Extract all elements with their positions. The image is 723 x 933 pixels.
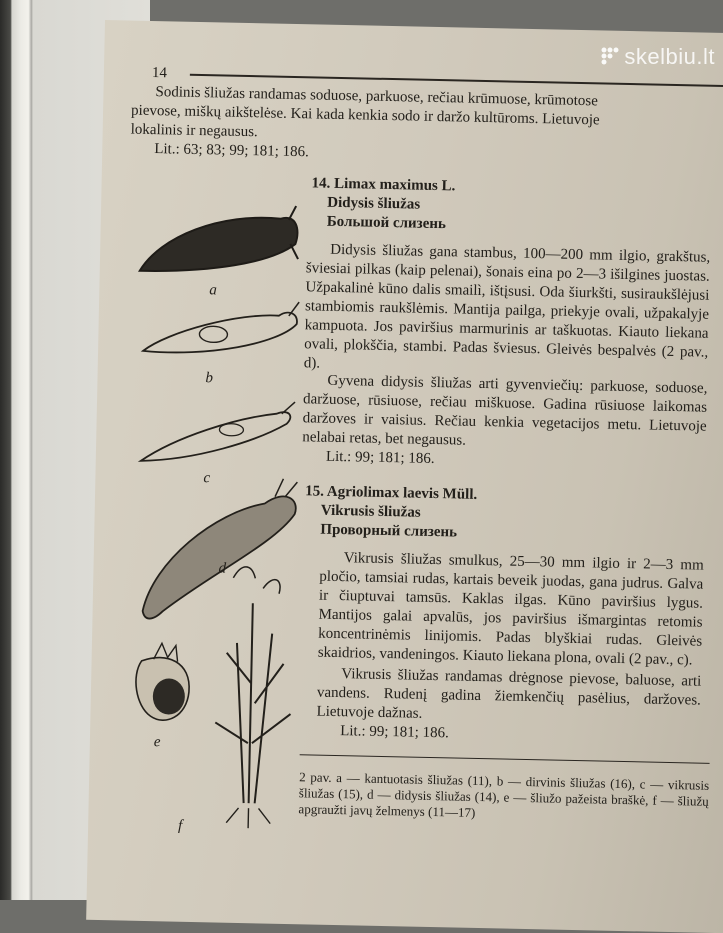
figure-label-c: c <box>203 470 211 487</box>
wheat-f-illustration <box>178 566 294 836</box>
species-14-habitat: Gyvena didysis šliužas arti gyvenviečių: parkuose, soduose, daržuose, rūsiuose, rečiau miškuose. Gadina rūsiuose laikomas daržoves ir vaisius. Rečiau kenkia vegetacijos metu. Lietuvoje nelabai retas, bet negausus. <box>302 372 708 449</box>
slug-b-illustration <box>142 299 299 388</box>
caption-rule <box>300 754 710 764</box>
slug-d-illustration <box>142 476 297 622</box>
species-15-heading: 15. Agriolimax laevis Müll. <box>305 483 478 503</box>
species-15-lt-name: Vikrusis šliužas <box>320 502 421 521</box>
strawberry-e-illustration <box>135 643 191 751</box>
intro-literature: Lit.: 63; 83; 99; 181; 186. <box>154 141 310 161</box>
figure-label-f: f <box>177 817 183 834</box>
slug-a-illustration <box>139 203 299 300</box>
species-14-heading: 14. Limax maximus L. <box>311 175 456 195</box>
figure-label-a: a <box>209 282 218 299</box>
figure-caption: 2 pav. a — kantuotasis šliužas (11), b — dirvinis šliužas (16), c — vikrusis šliužas (15), d — didysis šliužas (14), e — šliužo pažeista braškė, f — šliužų apgraužti javų želmenys (11—17) <box>298 769 710 820</box>
species-15-ru-name: Проворный слизень <box>320 521 458 541</box>
intro-paragraph: Sodinis šliužas randamas soduose, parkuose, rečiau krūmuose, krūmotose pievose, miškų aikštelėse. Kai kada kenkia sodo ir daržo kultūroms. Lietuvoje lokalinis ir negausus. <box>130 84 600 141</box>
watermark-text: skelbiu.lt <box>624 44 715 69</box>
species-15-habitat: Vikrusis šliužas randamas drėgnose pievose, baluose, arti vandens. Rudenį gadina žiemkenčių pasėlius, daržoves. Lietuvoje dažnas. <box>316 666 702 722</box>
figure-label-e: e <box>153 734 161 751</box>
watermark <box>600 44 715 70</box>
species-15-description: Vikrusis šliužas smulkus, 25—30 mm ilgio ir 2—3 mm pločio, tamsiai rudas, kartais beveik juodas, gana judrus. Galva ir čiuptuvai tamsūs. Kaklas ilgas. Kūno paviršius lygus. Mantijos galai apvalūs, jos paviršius išmargintas retomis koncentrinėmis linijomis. Padas blyškiai rudas. Gleivės skaidrios, vandeningos. Kiauto liekana plona, ovali (2 pav., c). <box>317 550 704 669</box>
species-15-literature: Lit.: 99; 181; 186. <box>339 723 450 742</box>
species-15-heading-block <box>304 482 477 543</box>
slug-illustrations <box>118 181 312 845</box>
species-14-heading-block <box>311 174 456 234</box>
dots-logo-icon <box>600 46 620 66</box>
species-14-lt-name: Didysis šliužas <box>327 194 421 213</box>
species-14-description: Didysis šliužas gana stambus, 100—200 mm ilgio, grakštus, šviesiai pilkas (kaip pelenai), šonais eina po 2—3 išilgines juostas. Užpakalinė kūno dalis smailì, ištįsusi. Oda šiurkšti, susiraukšlėjusi stambiomis raukšlėmis. Mantija pailga, priekyje ovali, užpakalyje kampuota. Jos paviršius marmurinis ar taškuotas. Kiauto liekana ovali, plokščia, stambi. Padas šviesus. Gleivės bespalvės (2 pav., d). <box>303 241 711 372</box>
book-page <box>86 20 723 933</box>
figure-label-b: b <box>205 370 214 387</box>
species-14-ru-name: Большой слизень <box>326 213 447 233</box>
slug-c-illustration <box>140 399 295 488</box>
page-number: 14 <box>151 64 168 82</box>
figure-label-d: d <box>218 560 227 577</box>
species-14-literature: Lit.: 99; 181; 186. <box>325 448 435 467</box>
